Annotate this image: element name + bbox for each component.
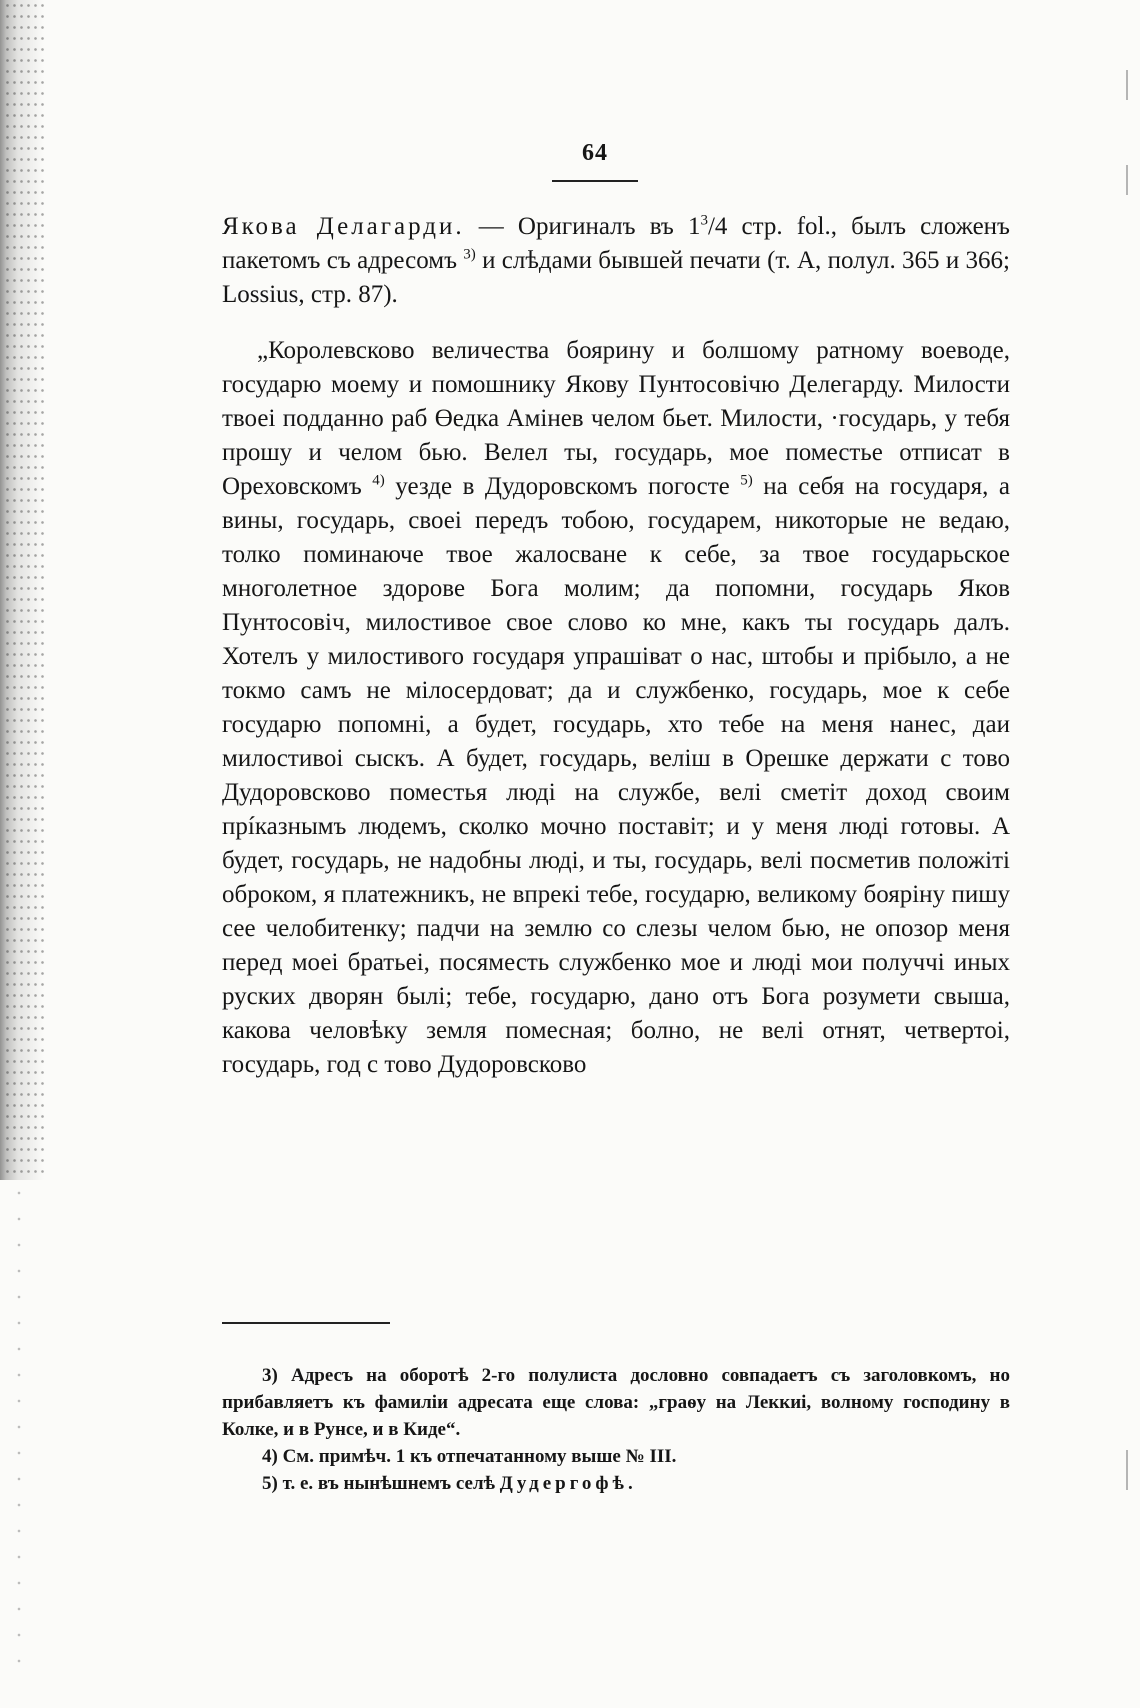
edge-mark bbox=[1126, 70, 1128, 100]
footnote-rule bbox=[222, 1322, 390, 1324]
intro-text: и слѣдами бывшей печати (т. А, полул. 365 и 366; Lossius, стр. 87). bbox=[222, 247, 1010, 308]
letter-paragraph bbox=[222, 334, 1010, 1082]
fraction-numerator: 3 bbox=[700, 212, 708, 229]
letter-text: „Королевсково величества боярину и болшому ратному воеводе, государю моему и помошнику Якову Пунтосовічю Делегарду. Милости твоеі подданно раб Өедка Амінев челом бьет. Милости, ·государь, у тебя прошу и челом бью. Велел ты, государь, мое поместье отписат в Ореховскомъ bbox=[222, 337, 1010, 500]
footnotes bbox=[222, 1362, 1010, 1497]
intro-paragraph bbox=[222, 210, 1010, 312]
letter-text: уезде в Дудоровскомъ погосте bbox=[384, 473, 741, 500]
footnote-ref-4: 4) bbox=[372, 472, 385, 489]
footnote-3: 3) Адресъ на оборотѣ 2-го полулиста дословно совпадаетъ съ заголовкомъ, но прибавляетъ къ фамиліи адресата еще слова: „граѳу на Леккиі, волному господину в Колке, и в Рунсе, и в Киде“. bbox=[222, 1365, 1010, 1440]
intro-text: — Оригиналъ въ 1 bbox=[464, 213, 701, 240]
page-number: 64 bbox=[582, 140, 608, 166]
footnote-5 bbox=[222, 1470, 1010, 1497]
footnote-ref-5: 5) bbox=[740, 472, 753, 489]
page-number-rule bbox=[552, 180, 638, 182]
footnote-ref-3: 3) bbox=[463, 246, 476, 263]
footnote-5-text: 5) т. е. въ нынѣшнемъ селѣ bbox=[262, 1473, 500, 1494]
edge-mark bbox=[1126, 1450, 1128, 1490]
intro-text: /4 стр. fol., былъ сложенъ пакетомъ съ адресомъ bbox=[222, 213, 1010, 274]
letter-text: на себя на государя, а вины, государь, своеі передъ тобою, государем, никоторые не ведаю, толко поминаюче твое жалоcване к себе, за твое государьское многолетное здорове Бога молим; да попомни, государь Яков Пунтосовіч, милостивое свое слово ко мне, какъ ты государь далъ. Хотелъ у милостивого государя упрашіват о нас, штобы и прібыло, а не токмо самъ не мілосердоват; да и службенко, государь, мое к себе государю попомні, а будет, государь, хто тебе на меня нанес, даи милостивоі сыскъ. А будет, государь, веліш в Орешке держати с тово Дудоровсково поместья люді на службе, велі сметіт доход своим прíказнымъ людемъ, сколко мочно поставіт; и у меня люді готовы. А будет, государь, не надобны люді, и ты, государь, велі посметив положіті оброком, я платежникъ, не впрекі тебе, государю, великому бояріну пишу сее челобитенку; падчи на землю со слезы челом бью, не опозор меня перед моеі братьеі, посяместь службенко мое и люді мои получчі иных руских дворян былі; тебе, государю, дано отъ Бога розумети свыша, какова человѣку земля помесная; болно, не велі отнят, четвертоі, государь, год с тово Дудоровсково bbox=[222, 473, 1010, 1078]
footnote-4: 4) См. примѣч. 1 къ отпечатанному выше № III. bbox=[262, 1446, 677, 1467]
edge-mark bbox=[1126, 165, 1128, 195]
binding-specks bbox=[4, 0, 44, 1180]
binding-specks-lower bbox=[14, 1180, 24, 1680]
footnote-5-place: Дудергофѣ. bbox=[499, 1473, 637, 1494]
addressee-name: Якова Делагарди. bbox=[222, 213, 465, 240]
